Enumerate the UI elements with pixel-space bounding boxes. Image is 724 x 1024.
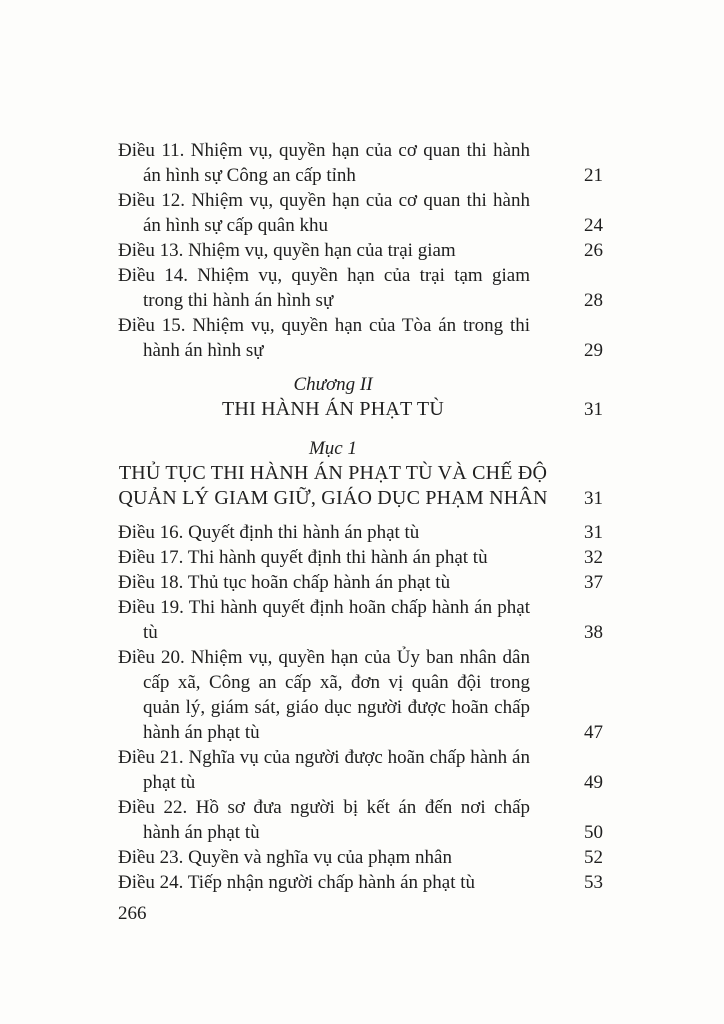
toc-entry-title: Điều 24. Tiếp nhận người chấp hành án phạt tù [118, 872, 476, 893]
toc-entry-page: 32 [584, 547, 603, 568]
toc-entry-title: Điều 15. Nhiệm vụ, quyền hạn của Tòa án trong thi hành án hình sự [118, 315, 530, 361]
toc-entry-title: Điều 17. Thi hành quyết định thi hành án phạt tù [118, 547, 488, 568]
toc-entry [118, 870, 603, 895]
toc-entry [118, 188, 603, 238]
toc-entry-page: 38 [584, 622, 603, 643]
toc-entry-title: Điều 18. Thủ tục hoãn chấp hành án phạt tù [118, 572, 451, 593]
toc-entry [118, 545, 603, 570]
folio-page-number: 266 [118, 903, 147, 924]
toc-entry-title: Điều 20. Nhiệm vụ, quyền hạn của Ủy ban nhân dân cấp xã, Công an cấp xã, đơn vị quân đội trong quản lý, giám sát, giáo dục người được hoãn chấp hành án phạt tù [118, 647, 530, 743]
toc-entry [118, 238, 603, 263]
toc-entry-page: 47 [584, 722, 603, 743]
toc-entry [118, 795, 603, 845]
toc-entry-title: Điều 13. Nhiệm vụ, quyền hạn của trại giam [118, 240, 456, 261]
toc-entry-title: Điều 14. Nhiệm vụ, quyền hạn của trại tạm giam trong thi hành án hình sự [118, 265, 530, 311]
toc-entry [118, 745, 603, 795]
toc-entry-page: 50 [584, 822, 603, 843]
section-title: THỦ TỤC THI HÀNH ÁN PHẠT TÙ VÀ CHẾ ĐỘ QUẢN LÝ GIAM GIỮ, GIÁO DỤC PHẠM NHÂN [118, 462, 548, 509]
toc-entry [118, 263, 603, 313]
toc-entry-page: 29 [584, 340, 603, 361]
toc-entry [118, 845, 603, 870]
toc-entry-title: Điều 23. Quyền và nghĩa vụ của phạm nhân [118, 847, 452, 868]
toc-entry-page: 26 [584, 240, 603, 261]
chapter-title: THI HÀNH ÁN PHẠT TÙ [222, 398, 444, 420]
toc-entry-page: 53 [584, 872, 603, 893]
toc-entry-page: 28 [584, 290, 603, 311]
toc-entry-page: 49 [584, 772, 603, 793]
section-kicker: Mục 1 [308, 438, 357, 459]
toc-entry [118, 570, 603, 595]
toc-entry [118, 645, 603, 745]
toc-entry-title: Điều 12. Nhiệm vụ, quyền hạn của cơ quan thi hành án hình sự cấp quân khu [118, 190, 530, 236]
toc-entry [118, 520, 603, 545]
toc-entry-title: Điều 11. Nhiệm vụ, quyền hạn của cơ quan thi hành án hình sự Công an cấp tỉnh [118, 140, 530, 186]
toc-entry-page: 31 [584, 522, 603, 543]
toc-entry [118, 313, 603, 363]
toc-entry-page: 24 [584, 215, 603, 236]
chapter-kicker: Chương II [293, 374, 373, 395]
toc-entry-page: 52 [584, 847, 603, 868]
toc-entry-title: Điều 16. Quyết định thi hành án phạt tù [118, 522, 420, 543]
chapter-page: 31 [584, 399, 603, 420]
toc-entry [118, 138, 603, 188]
toc-entry-page: 37 [584, 572, 603, 593]
chapter-heading [118, 372, 603, 422]
toc-entry-title: Điều 21. Nghĩa vụ của người được hoãn chấp hành án phạt tù [118, 747, 530, 793]
toc-entry-title: Điều 19. Thi hành quyết định hoãn chấp hành án phạt tù [118, 597, 530, 643]
section-heading [118, 436, 603, 511]
toc-entry [118, 595, 603, 645]
toc-entry-title: Điều 22. Hồ sơ đưa người bị kết án đến nơi chấp hành án phạt tù [118, 797, 530, 843]
section-page: 31 [584, 488, 603, 509]
table-of-contents [118, 138, 603, 895]
toc-entry-page: 21 [584, 165, 603, 186]
